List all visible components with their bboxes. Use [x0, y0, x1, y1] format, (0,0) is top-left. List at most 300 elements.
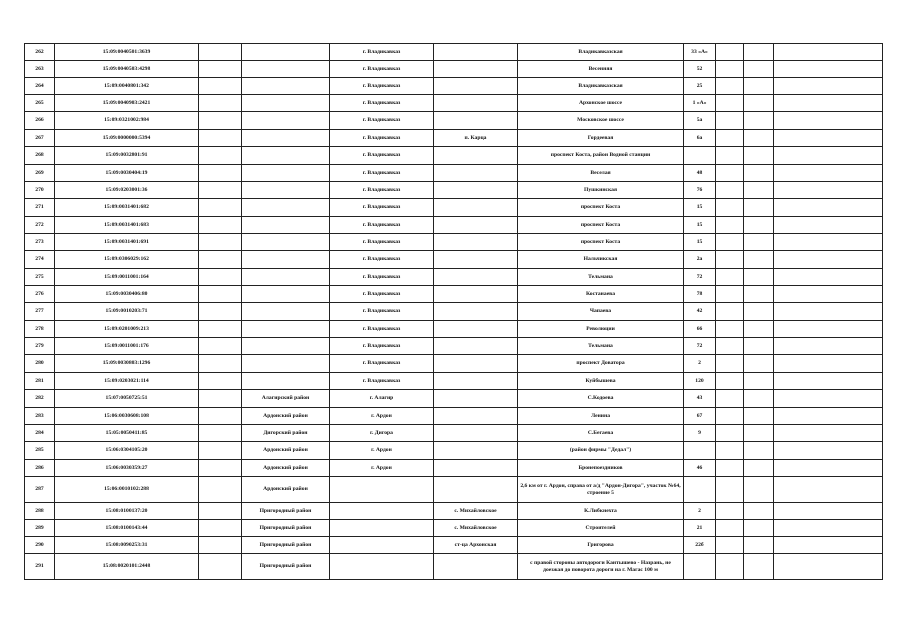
empty-cell	[716, 269, 744, 286]
city-cell	[330, 554, 434, 580]
street-cell: 2,6 км от г. Ардон, справа от а/д "Ардон-Дигора", участок №64, строение 5	[518, 477, 684, 503]
cadastral-number-cell: 15:08:0090253:31	[55, 537, 199, 554]
settlement-cell	[434, 442, 518, 460]
settlement-cell: п. Карца	[434, 130, 518, 147]
empty-cell	[744, 251, 774, 269]
city-cell: г. Владикавказ	[330, 286, 434, 303]
house-number-cell: 2а	[684, 251, 716, 269]
city-cell: г. Владикавказ	[330, 321, 434, 338]
street-cell: Строителей	[518, 520, 684, 537]
empty-cell	[774, 390, 883, 408]
row-number-cell: 286	[25, 460, 55, 477]
empty-cell	[199, 338, 242, 355]
empty-cell	[774, 234, 883, 251]
street-cell: Весенняя	[518, 61, 684, 78]
settlement-cell	[434, 112, 518, 130]
empty-cell	[774, 147, 883, 165]
city-cell: г. Владикавказ	[330, 303, 434, 321]
empty-cell	[716, 61, 744, 78]
row-number-cell: 269	[25, 165, 55, 182]
house-number-cell: 76	[684, 182, 716, 199]
street-cell: проспект Коста	[518, 234, 684, 251]
table-row	[25, 251, 883, 269]
house-number-cell: 6а	[684, 130, 716, 147]
table-row	[25, 338, 883, 355]
table-row	[25, 408, 883, 425]
cadastral-number-cell: 15:09:0040501:3639	[55, 44, 199, 61]
cadastral-number-cell: 15:09:0030803:1296	[55, 355, 199, 373]
empty-cell	[199, 78, 242, 95]
district-cell: Пригородный район	[242, 503, 330, 520]
empty-cell	[774, 61, 883, 78]
empty-cell	[774, 338, 883, 355]
district-cell	[242, 182, 330, 199]
street-cell: Бронепоездников	[518, 460, 684, 477]
cadastral-number-cell: 15:09:0321002:984	[55, 112, 199, 130]
settlement-cell	[434, 44, 518, 61]
empty-cell	[744, 425, 774, 442]
empty-cell	[199, 182, 242, 199]
empty-cell	[199, 199, 242, 217]
house-number-cell: 33 «А»	[684, 44, 716, 61]
district-cell: Пригородный район	[242, 554, 330, 580]
district-cell: Ардонский район	[242, 442, 330, 460]
settlement-cell	[434, 251, 518, 269]
cadastral-number-cell: 15:06:0030608:108	[55, 408, 199, 425]
table-row	[25, 61, 883, 78]
district-cell	[242, 44, 330, 61]
cadastral-number-cell: 15:09:0201009:213	[55, 321, 199, 338]
city-cell: г. Владикавказ	[330, 61, 434, 78]
table-row	[25, 182, 883, 199]
house-number-cell: 42	[684, 303, 716, 321]
table-row	[25, 44, 883, 61]
empty-cell	[199, 251, 242, 269]
table-row	[25, 303, 883, 321]
settlement-cell	[434, 338, 518, 355]
empty-cell	[199, 269, 242, 286]
street-cell: Московское шоссе	[518, 112, 684, 130]
empty-cell	[774, 217, 883, 234]
row-number-cell: 273	[25, 234, 55, 251]
settlement-cell: с. Михайловское	[434, 503, 518, 520]
street-cell: Чапаева	[518, 303, 684, 321]
row-number-cell: 266	[25, 112, 55, 130]
empty-cell	[716, 44, 744, 61]
table-body	[25, 44, 883, 580]
settlement-cell: с. Михайловское	[434, 520, 518, 537]
empty-cell	[716, 321, 744, 338]
settlement-cell	[434, 554, 518, 580]
empty-cell	[716, 408, 744, 425]
street-cell: Владикавказская	[518, 78, 684, 95]
settlement-cell	[434, 303, 518, 321]
cadastral-number-cell: 15:08:0020101:2448	[55, 554, 199, 580]
table-row	[25, 217, 883, 234]
city-cell: г. Ардон	[330, 460, 434, 477]
empty-cell	[716, 537, 744, 554]
table-row	[25, 477, 883, 503]
house-number-cell: 48	[684, 165, 716, 182]
settlement-cell	[434, 390, 518, 408]
settlement-cell	[434, 78, 518, 95]
street-cell: проспект Доватора	[518, 355, 684, 373]
empty-cell	[744, 112, 774, 130]
house-number-cell	[684, 477, 716, 503]
row-number-cell: 280	[25, 355, 55, 373]
cadastral-number-cell: 15:09:0032801:91	[55, 147, 199, 165]
row-number-cell: 274	[25, 251, 55, 269]
empty-cell	[716, 286, 744, 303]
street-cell: с правой стороны автодороги Кантышево - Назрань, не доезжая до поворота дороги на г. Магас 100 м	[518, 554, 684, 580]
empty-cell	[744, 442, 774, 460]
cadastral-number-cell: 15:09:0000000:5394	[55, 130, 199, 147]
empty-cell	[716, 217, 744, 234]
row-number-cell: 291	[25, 554, 55, 580]
empty-cell	[199, 234, 242, 251]
empty-cell	[744, 130, 774, 147]
empty-cell	[744, 503, 774, 520]
empty-cell	[744, 477, 774, 503]
street-cell: (район фирмы "Дедал")	[518, 442, 684, 460]
district-cell: Ардонский район	[242, 477, 330, 503]
district-cell: Ардонский район	[242, 460, 330, 477]
empty-cell	[716, 338, 744, 355]
house-number-cell: 52	[684, 61, 716, 78]
table-row	[25, 234, 883, 251]
row-number-cell: 281	[25, 373, 55, 390]
row-number-cell: 271	[25, 199, 55, 217]
empty-cell	[199, 408, 242, 425]
city-cell	[330, 477, 434, 503]
row-number-cell: 288	[25, 503, 55, 520]
empty-cell	[716, 130, 744, 147]
empty-cell	[744, 182, 774, 199]
empty-cell	[774, 408, 883, 425]
city-cell: г. Ардон	[330, 442, 434, 460]
empty-cell	[744, 61, 774, 78]
empty-cell	[199, 520, 242, 537]
house-number-cell: 72	[684, 269, 716, 286]
city-cell: г. Владикавказ	[330, 147, 434, 165]
empty-cell	[716, 477, 744, 503]
district-cell: Пригородный район	[242, 520, 330, 537]
city-cell: г. Алагир	[330, 390, 434, 408]
empty-cell	[199, 503, 242, 520]
city-cell: г. Владикавказ	[330, 112, 434, 130]
empty-cell	[716, 199, 744, 217]
city-cell: г. Дигора	[330, 425, 434, 442]
empty-cell	[744, 217, 774, 234]
empty-cell	[716, 373, 744, 390]
empty-cell	[774, 95, 883, 112]
empty-cell	[744, 234, 774, 251]
street-cell: К.Либкнехта	[518, 503, 684, 520]
cadastral-number-cell: 15:09:0031401:691	[55, 234, 199, 251]
empty-cell	[744, 269, 774, 286]
empty-cell	[716, 234, 744, 251]
settlement-cell	[434, 355, 518, 373]
row-number-cell: 276	[25, 286, 55, 303]
street-cell: Революции	[518, 321, 684, 338]
table-row	[25, 95, 883, 112]
district-cell	[242, 217, 330, 234]
empty-cell	[774, 44, 883, 61]
empty-cell	[716, 520, 744, 537]
settlement-cell	[434, 269, 518, 286]
table-row	[25, 554, 883, 580]
house-number-cell	[684, 554, 716, 580]
empty-cell	[199, 147, 242, 165]
city-cell: г. Владикавказ	[330, 217, 434, 234]
house-number-cell: 21	[684, 520, 716, 537]
city-cell: г. Владикавказ	[330, 269, 434, 286]
row-number-cell: 277	[25, 303, 55, 321]
district-cell	[242, 303, 330, 321]
district-cell	[242, 269, 330, 286]
street-cell: Ленина	[518, 408, 684, 425]
empty-cell	[774, 373, 883, 390]
city-cell: г. Владикавказ	[330, 130, 434, 147]
house-number-cell: 25	[684, 78, 716, 95]
row-number-cell: 267	[25, 130, 55, 147]
empty-cell	[744, 373, 774, 390]
empty-cell	[774, 554, 883, 580]
empty-cell	[744, 537, 774, 554]
empty-cell	[744, 303, 774, 321]
settlement-cell	[434, 460, 518, 477]
cadastral-number-cell: 15:09:0306029:162	[55, 251, 199, 269]
empty-cell	[774, 460, 883, 477]
street-cell: Гордеевая	[518, 130, 684, 147]
empty-cell	[199, 442, 242, 460]
table-row	[25, 355, 883, 373]
city-cell: г. Владикавказ	[330, 251, 434, 269]
city-cell	[330, 520, 434, 537]
empty-cell	[199, 390, 242, 408]
city-cell: г. Владикавказ	[330, 44, 434, 61]
empty-cell	[199, 130, 242, 147]
empty-cell	[199, 321, 242, 338]
table-row	[25, 112, 883, 130]
table-row	[25, 165, 883, 182]
empty-cell	[744, 147, 774, 165]
empty-cell	[199, 217, 242, 234]
row-number-cell: 263	[25, 61, 55, 78]
street-cell: проспект Коста	[518, 217, 684, 234]
settlement-cell	[434, 425, 518, 442]
empty-cell	[716, 78, 744, 95]
empty-cell	[744, 355, 774, 373]
empty-cell	[744, 165, 774, 182]
street-cell: С.Бегаева	[518, 425, 684, 442]
empty-cell	[199, 355, 242, 373]
settlement-cell	[434, 61, 518, 78]
row-number-cell: 278	[25, 321, 55, 338]
empty-cell	[774, 165, 883, 182]
house-number-cell: 2	[684, 355, 716, 373]
empty-cell	[716, 147, 744, 165]
table-row	[25, 78, 883, 95]
settlement-cell	[434, 199, 518, 217]
street-cell: Тельмана	[518, 338, 684, 355]
row-number-cell: 284	[25, 425, 55, 442]
empty-cell	[744, 520, 774, 537]
city-cell: г. Владикавказ	[330, 373, 434, 390]
empty-cell	[716, 112, 744, 130]
city-cell: г. Владикавказ	[330, 165, 434, 182]
empty-cell	[199, 554, 242, 580]
district-cell	[242, 338, 330, 355]
empty-cell	[716, 460, 744, 477]
empty-cell	[744, 199, 774, 217]
cadastral-number-cell: 15:09:0203021:114	[55, 373, 199, 390]
empty-cell	[744, 408, 774, 425]
street-cell: С.Кодоева	[518, 390, 684, 408]
street-cell: Тельмана	[518, 269, 684, 286]
settlement-cell	[434, 147, 518, 165]
house-number-cell: 5а	[684, 112, 716, 130]
empty-cell	[716, 182, 744, 199]
row-number-cell: 279	[25, 338, 55, 355]
cadastral-number-cell: 15:06:0030359:27	[55, 460, 199, 477]
street-cell: проспект Коста	[518, 199, 684, 217]
row-number-cell: 275	[25, 269, 55, 286]
settlement-cell: ст-ца Архонская	[434, 537, 518, 554]
street-cell: Нальчикская	[518, 251, 684, 269]
settlement-cell	[434, 217, 518, 234]
empty-cell	[199, 61, 242, 78]
house-number-cell: 67	[684, 408, 716, 425]
street-cell: Костанаева	[518, 286, 684, 303]
street-cell: Владикавказская	[518, 44, 684, 61]
empty-cell	[199, 460, 242, 477]
district-cell	[242, 234, 330, 251]
table-row	[25, 286, 883, 303]
city-cell: г. Владикавказ	[330, 182, 434, 199]
house-number-cell: 46	[684, 460, 716, 477]
settlement-cell	[434, 165, 518, 182]
district-cell	[242, 61, 330, 78]
house-number-cell: 15	[684, 199, 716, 217]
empty-cell	[774, 442, 883, 460]
row-number-cell: 290	[25, 537, 55, 554]
table-row	[25, 503, 883, 520]
cadastral-number-cell: 15:09:0031401:683	[55, 217, 199, 234]
table-row	[25, 537, 883, 554]
house-number-cell: 2	[684, 503, 716, 520]
table-row	[25, 147, 883, 165]
empty-cell	[774, 503, 883, 520]
empty-cell	[199, 373, 242, 390]
house-number-cell: 72	[684, 338, 716, 355]
cadastral-number-cell: 15:09:0010203:71	[55, 303, 199, 321]
empty-cell	[716, 554, 744, 580]
house-number-cell: 120	[684, 373, 716, 390]
district-cell	[242, 286, 330, 303]
empty-cell	[744, 554, 774, 580]
city-cell: г. Владикавказ	[330, 338, 434, 355]
settlement-cell	[434, 477, 518, 503]
empty-cell	[199, 303, 242, 321]
table-row	[25, 269, 883, 286]
district-cell: Ардонский район	[242, 408, 330, 425]
table-row	[25, 321, 883, 338]
cadastral-number-cell: 15:09:0030404:19	[55, 165, 199, 182]
empty-cell	[744, 390, 774, 408]
table-row	[25, 425, 883, 442]
empty-cell	[716, 303, 744, 321]
empty-cell	[744, 321, 774, 338]
city-cell: г. Владикавказ	[330, 95, 434, 112]
street-cell: Куйбышева	[518, 373, 684, 390]
row-number-cell: 289	[25, 520, 55, 537]
empty-cell	[744, 460, 774, 477]
settlement-cell	[434, 182, 518, 199]
house-number-cell: 9	[684, 425, 716, 442]
empty-cell	[774, 355, 883, 373]
empty-cell	[199, 112, 242, 130]
settlement-cell	[434, 321, 518, 338]
empty-cell	[744, 78, 774, 95]
cadastral-number-cell: 15:09:0030406:80	[55, 286, 199, 303]
row-number-cell: 262	[25, 44, 55, 61]
row-number-cell: 285	[25, 442, 55, 460]
settlement-cell	[434, 234, 518, 251]
row-number-cell: 265	[25, 95, 55, 112]
empty-cell	[774, 286, 883, 303]
empty-cell	[716, 95, 744, 112]
cadastral-number-cell: 15:06:0304105:20	[55, 442, 199, 460]
district-cell	[242, 78, 330, 95]
street-cell: Веселая	[518, 165, 684, 182]
registry-table	[24, 43, 883, 580]
cadastral-number-cell: 15:09:0040503:4298	[55, 61, 199, 78]
cadastral-number-cell: 15:09:0011001:164	[55, 269, 199, 286]
street-cell: Архонское шоссе	[518, 95, 684, 112]
house-number-cell: 22б	[684, 537, 716, 554]
empty-cell	[774, 303, 883, 321]
house-number-cell: 43	[684, 390, 716, 408]
district-cell: Пригородный район	[242, 537, 330, 554]
row-number-cell: 264	[25, 78, 55, 95]
empty-cell	[774, 251, 883, 269]
city-cell: г. Владикавказ	[330, 355, 434, 373]
cadastral-number-cell: 15:09:0031401:682	[55, 199, 199, 217]
house-number-cell: 66	[684, 321, 716, 338]
table-row	[25, 130, 883, 147]
settlement-cell	[434, 408, 518, 425]
house-number-cell	[684, 442, 716, 460]
table-row	[25, 373, 883, 390]
empty-cell	[774, 477, 883, 503]
empty-cell	[774, 321, 883, 338]
cadastral-number-cell: 15:06:0010102:288	[55, 477, 199, 503]
empty-cell	[774, 182, 883, 199]
house-number-cell	[684, 147, 716, 165]
empty-cell	[199, 165, 242, 182]
row-number-cell: 268	[25, 147, 55, 165]
row-number-cell: 282	[25, 390, 55, 408]
table-row	[25, 460, 883, 477]
district-cell	[242, 355, 330, 373]
district-cell	[242, 147, 330, 165]
house-number-cell: 1 «А»	[684, 95, 716, 112]
city-cell: г. Владикавказ	[330, 234, 434, 251]
settlement-cell	[434, 373, 518, 390]
cadastral-number-cell: 15:07:0050725:51	[55, 390, 199, 408]
district-cell: Алагирский район	[242, 390, 330, 408]
